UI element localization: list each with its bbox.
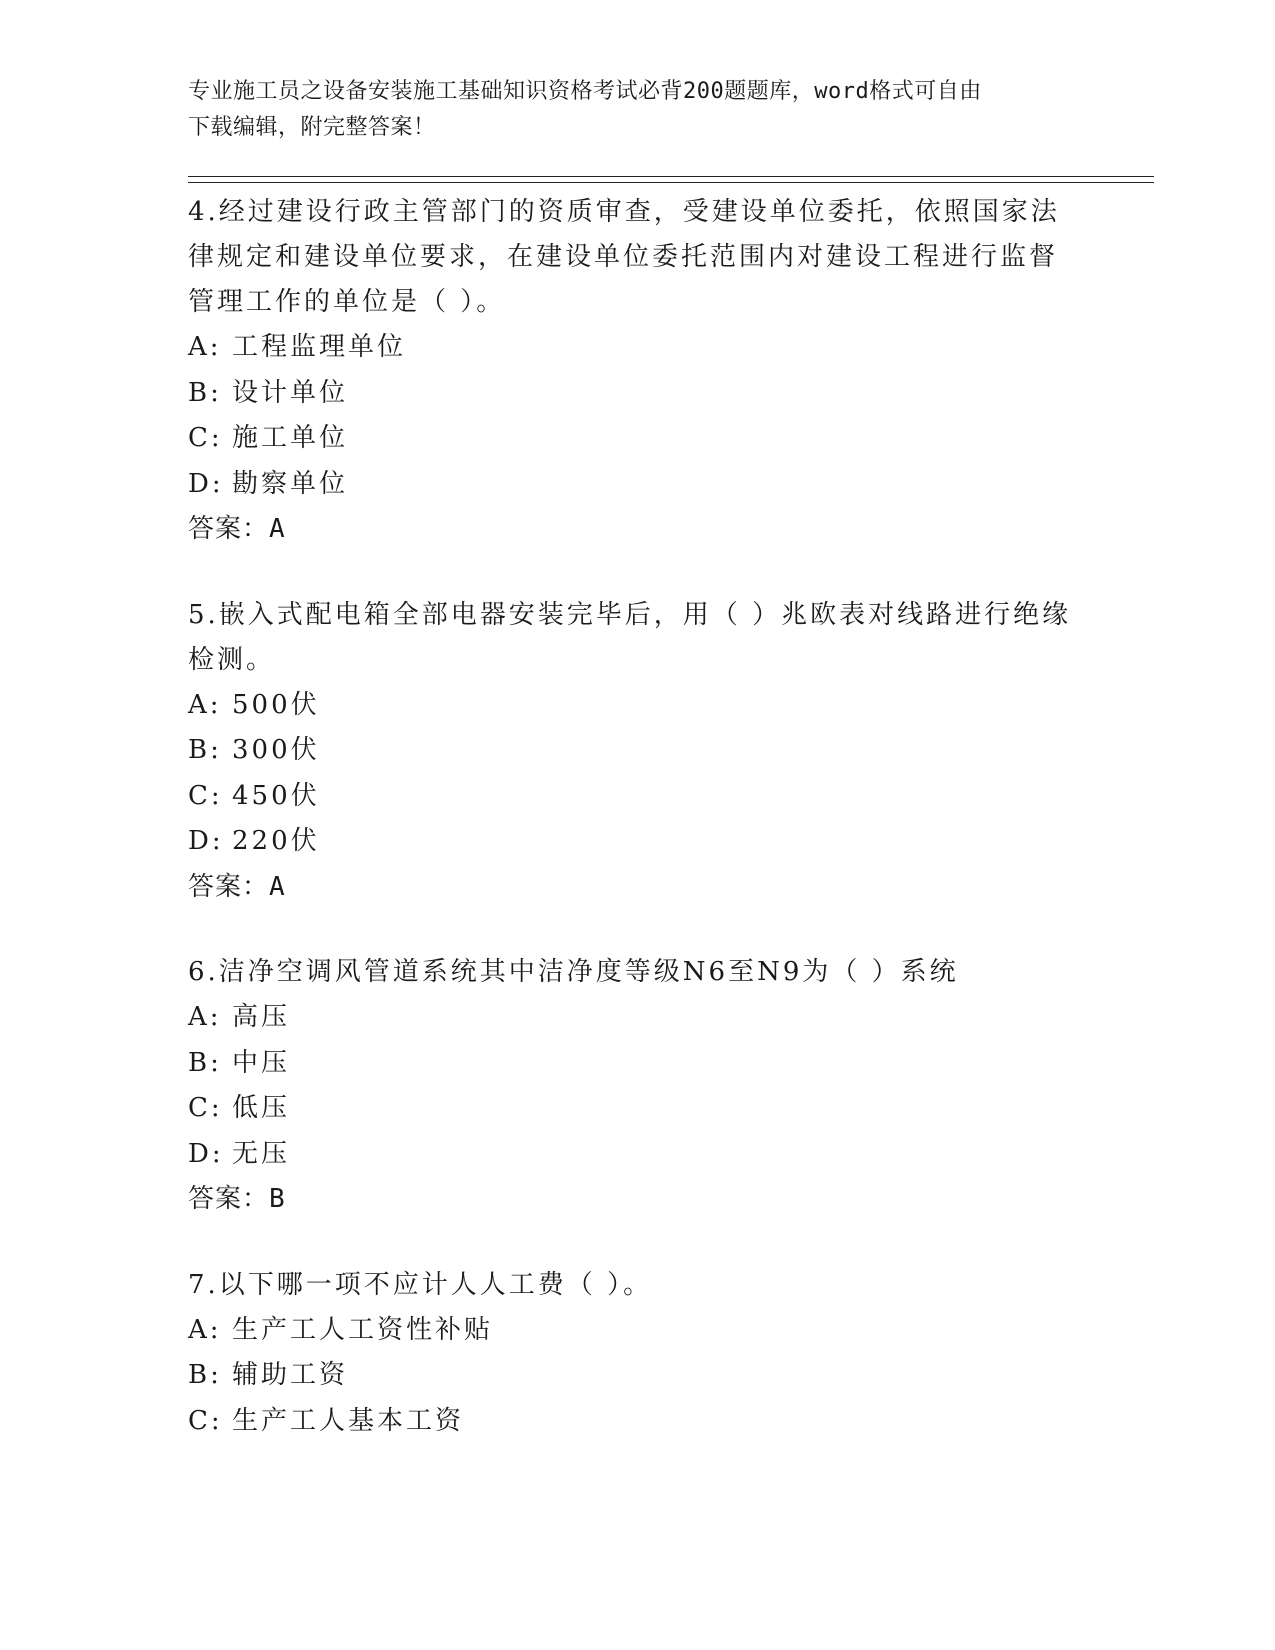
option-text: 工程监理单位 <box>232 332 407 362</box>
question-list <box>188 190 1088 1484</box>
document-header <box>188 74 1088 146</box>
option-a <box>188 325 1088 371</box>
question-4 <box>188 190 1088 553</box>
option-letter: A: <box>188 689 222 720</box>
header-line-2: 下载编辑，附完整答案！ <box>188 115 436 140</box>
header-divider-top <box>188 176 1154 177</box>
option-letter: C: <box>188 1405 223 1436</box>
option-text: 生产工人工资性补贴 <box>232 1314 494 1345</box>
option-text: 勘察单位 <box>232 468 349 499</box>
option-text: 450伏 <box>232 780 320 811</box>
answer: 答案：A <box>188 871 286 902</box>
option-letter: C: <box>188 1093 223 1123</box>
question-stem <box>188 950 1088 995</box>
option-d <box>188 1132 1088 1178</box>
option-letter: C: <box>188 780 223 811</box>
option-text: 500伏 <box>232 689 320 720</box>
header-line-1: 专业施工员之设备安装施工基础知识资格考试必背200题题库，word格式可自由 <box>188 79 982 104</box>
option-a <box>188 683 1088 729</box>
question-6 <box>188 950 1088 1223</box>
option-d <box>188 462 1088 508</box>
option-c <box>188 1086 1088 1132</box>
stem-line: 5.嵌入式配电箱全部电器安装完毕后，用（ ）兆欧表对线路进行绝缘 <box>188 599 1072 630</box>
option-letter: D: <box>188 826 224 856</box>
option-c <box>188 1399 1088 1445</box>
option-text: 220伏 <box>232 826 320 856</box>
option-text: 无压 <box>232 1138 291 1169</box>
answer: 答案：A <box>188 514 286 544</box>
option-b <box>188 728 1088 774</box>
option-letter: D: <box>188 468 224 499</box>
option-text: 中压 <box>232 1047 291 1078</box>
option-letter: D: <box>188 1138 224 1169</box>
option-b <box>188 1041 1088 1087</box>
option-letter: C: <box>188 423 223 453</box>
option-text: 施工单位 <box>232 423 349 453</box>
stem-line: 检测。 <box>188 644 276 675</box>
question-7 <box>188 1263 1088 1445</box>
option-letter: B: <box>188 1047 222 1078</box>
option-letter: B: <box>188 1360 222 1390</box>
option-c <box>188 416 1088 462</box>
stem-line: 7.以下哪一项不应计人人工费（ ）。 <box>188 1269 653 1300</box>
option-text: 辅助工资 <box>232 1360 349 1390</box>
stem-line: 6.洁净空调风管道系统其中洁净度等级N6至N9为（ ）系统 <box>188 957 959 987</box>
header-divider-bottom <box>188 182 1154 183</box>
option-c <box>188 774 1088 820</box>
stem-line: 律规定和建设单位要求，在建设单位委托范围内对建设工程进行监督 <box>188 242 1059 272</box>
option-letter: A: <box>188 332 222 362</box>
option-b <box>188 1353 1088 1399</box>
stem-line: 4.经过建设行政主管部门的资质审查，受建设单位委托，依照国家法 <box>188 197 1060 227</box>
question-5 <box>188 593 1088 911</box>
option-letter: A: <box>188 1002 222 1032</box>
option-text: 300伏 <box>232 735 320 765</box>
answer: 答案：B <box>188 1184 286 1214</box>
option-letter: B: <box>188 735 222 765</box>
option-text: 生产工人基本工资 <box>232 1405 465 1436</box>
option-a <box>188 995 1088 1041</box>
question-stem <box>188 1263 1088 1308</box>
option-letter: A: <box>188 1314 222 1345</box>
option-letter: B: <box>188 377 222 408</box>
option-d <box>188 819 1088 865</box>
stem-line: 管理工作的单位是（ ）。 <box>188 287 506 317</box>
question-stem <box>188 190 1088 325</box>
option-a <box>188 1308 1088 1354</box>
option-text: 设计单位 <box>232 377 349 408</box>
question-stem <box>188 593 1088 683</box>
option-text: 高压 <box>232 1002 291 1032</box>
option-text: 低压 <box>232 1093 291 1123</box>
option-b <box>188 371 1088 417</box>
